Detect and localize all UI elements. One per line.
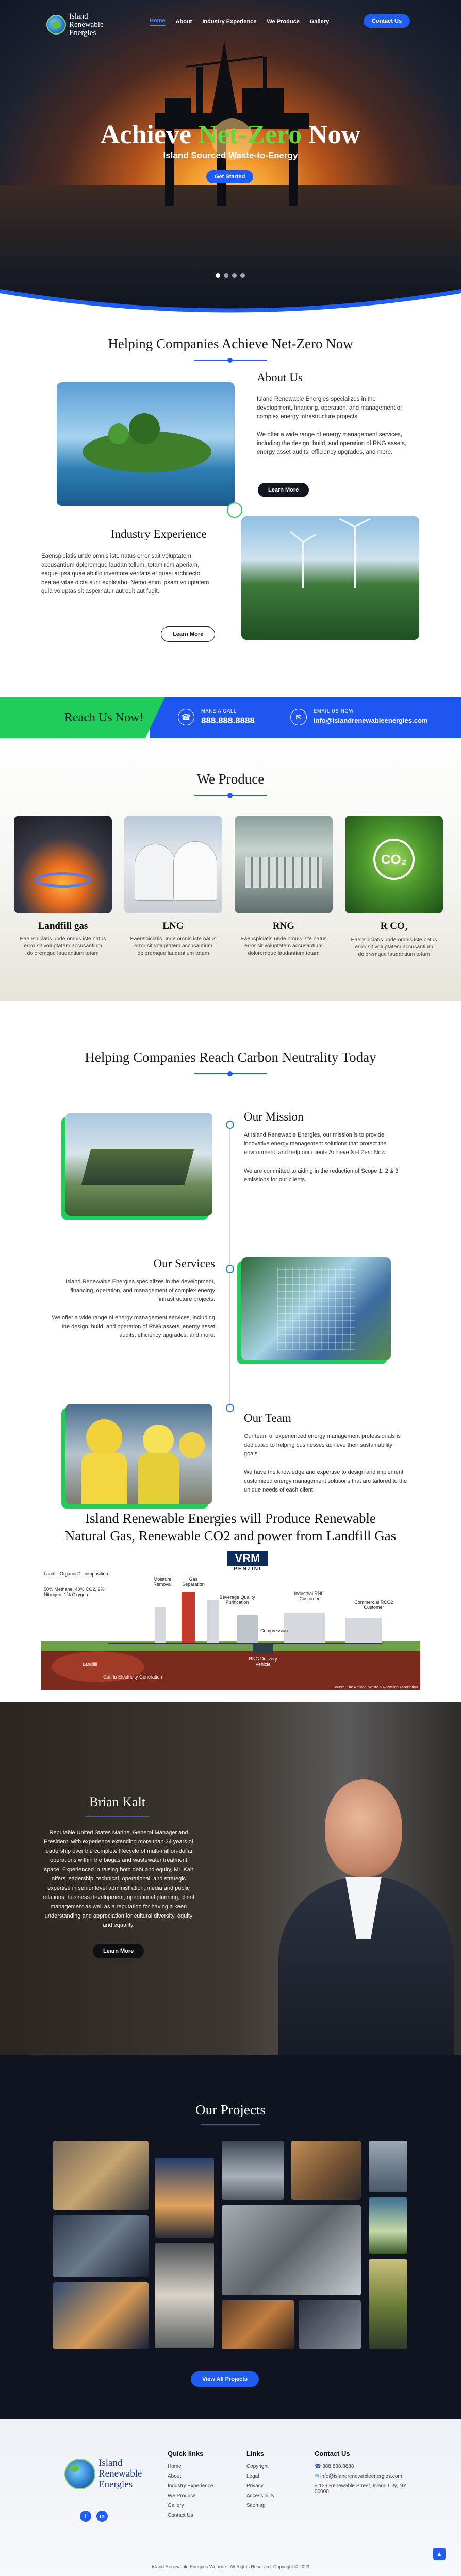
about-learn-more-button[interactable]: Learn More (258, 483, 309, 497)
project-thumb[interactable] (369, 2141, 407, 2192)
timeline-dot (226, 1404, 234, 1412)
produce-desc: Eaenspiciatis unde omnis iste natus error sit voluptatem accusantium doloremque laudantium totam (20, 936, 106, 956)
footer-link[interactable]: Privacy (246, 2483, 264, 2489)
footer-address: ⌖ 123 Renewable Street, Island City, NY 00000 (315, 2483, 407, 2495)
nav-item-gallery[interactable]: Gallery (309, 19, 330, 25)
mission-paragraph-1: At Island Renewable Energies, our mission is to provide innovative energy management solutions that protect the environment, and help our clients Achieve Net Zero Now. (244, 1132, 387, 1156)
process-diagram (41, 1551, 420, 1695)
title-underline (194, 1073, 267, 1074)
process-title (0, 1510, 461, 1545)
label-compression: Compression (260, 1628, 288, 1633)
footer-email[interactable]: ✉ info@islandrenewableenergies.com (315, 2473, 402, 2479)
mission-image (65, 1113, 212, 1216)
title-underline (85, 1816, 150, 1817)
brand-name-line2: Renewable (69, 21, 104, 29)
services-title: Our Services (153, 1257, 215, 1270)
vrm-logo-subtext: PENZINI (234, 1566, 261, 1572)
team-paragraph-1: Our team of experienced energy management professionals is dedicated to helping businesses achieve their sustainability goals. (244, 1433, 401, 1457)
wind-turbines-illustration (241, 516, 419, 640)
footer-phone[interactable]: ☎ 888.888.8888 (315, 2464, 354, 2469)
produce-name: RNG (272, 921, 295, 931)
experience-learn-more-button[interactable]: Learn More (161, 626, 215, 642)
about-image (57, 382, 235, 506)
process-title-line1: Island Renewable Energies will Produce Renewable (85, 1511, 376, 1526)
globe-leaf-icon (64, 2459, 95, 2489)
nav-links (150, 18, 329, 26)
hero-title-part1: Achieve (100, 120, 198, 149)
slider-dot[interactable] (240, 273, 245, 278)
footer-link[interactable]: We Produce (168, 2493, 196, 2499)
mission-title: Our Mission (244, 1110, 304, 1123)
team-title: Our Team (244, 1412, 291, 1425)
phone-icon: ☎ (178, 709, 194, 725)
label-moisture-removal: Moisture Removal (153, 1577, 172, 1587)
back-to-top-button[interactable]: ▲ (433, 2548, 446, 2560)
footer-link[interactable]: Industry Experience (168, 2483, 213, 2489)
site-footer (0, 2419, 461, 2576)
team-image (65, 1404, 212, 1504)
brand-name-line1: Island (98, 2458, 123, 2468)
lng-image (124, 816, 222, 913)
mission-paragraph-2: We are committed to aiding in the reduction of Scope 1, 2 & 3 emissions for our clients. (244, 1168, 399, 1183)
footer-link[interactable]: Legal (246, 2473, 259, 2479)
project-thumb[interactable] (155, 2243, 214, 2348)
project-thumb[interactable] (222, 2141, 284, 2200)
project-thumb[interactable] (53, 2141, 149, 2210)
get-started-button[interactable]: Get Started (206, 170, 253, 183)
brand-logo[interactable] (46, 12, 104, 37)
footer-link[interactable]: Copyright (246, 2464, 269, 2469)
process-title-line2: Natural Gas, Renewable CO2 and power from Landfill Gas (64, 1528, 397, 1544)
rng-image (235, 816, 333, 913)
phone-number[interactable]: 888.888.8888 (201, 716, 255, 725)
copyright-text: Island Renewable Energies Website - All Rights Reserved. Copyright © 2023 (151, 2564, 310, 2569)
produce-card-rco2[interactable] (345, 816, 443, 958)
email-icon: ✉ (290, 709, 307, 725)
project-thumb[interactable] (369, 2197, 407, 2254)
title-underline (201, 2124, 260, 2125)
hero-wave-divider (0, 281, 461, 317)
label-commercial-rco2: Commercial RCO2 Customer (354, 1600, 393, 1610)
experience-image (241, 516, 419, 640)
nav-item-industry-experience[interactable]: Industry Experience (202, 19, 257, 25)
project-thumb[interactable] (222, 2300, 294, 2349)
neutral-title: Helping Companies Reach Carbon Neutrality Today (85, 1049, 376, 1065)
project-thumb[interactable] (299, 2300, 361, 2349)
produce-card-lng[interactable] (124, 816, 222, 957)
email-address[interactable]: info@islandrenewableenergies.com (314, 717, 428, 724)
about-paragraph-2: We offer a wide range of energy management services, including the design, build, and operation of RNG assets, energy asset audits, efficiency upgrades, and more. (257, 432, 407, 455)
landfill-gas-image (14, 816, 112, 913)
brand-name-line2: Renewable (98, 2468, 142, 2479)
globe-leaf-icon (46, 15, 66, 35)
project-thumb[interactable] (53, 2215, 149, 2277)
slider-dot[interactable] (216, 273, 220, 278)
view-all-projects-button[interactable]: View All Projects (191, 2371, 259, 2387)
brian-section (0, 1702, 461, 2055)
email-icon: ✉ (315, 2473, 321, 2479)
footer-contact (315, 2450, 407, 2499)
label-gas-composition: 50% Methane, 40% CO2, 9% Nitrogen, 1% Oxygen (44, 1587, 105, 1597)
links-title: Links (246, 2450, 264, 2458)
produce-desc: Eaenspiciatis unde omnis iste natus error sit voluptatem accusantium doloremque laudantium totam (240, 936, 327, 956)
projects-title: Our Projects (195, 2102, 266, 2117)
email-label: EMAIL US NOW (314, 708, 354, 714)
connector-icon (227, 502, 242, 518)
timeline-dot (226, 1265, 234, 1273)
footer-link[interactable]: Gallery (168, 2503, 184, 2509)
vrm-logo (227, 1551, 268, 1582)
hero-section (0, 0, 461, 317)
footer-link[interactable]: Contact Us (168, 2513, 193, 2518)
slider-dots (216, 273, 245, 278)
produce-name (345, 921, 443, 933)
project-thumb[interactable] (222, 2205, 361, 2295)
nav-item-home[interactable]: Home (150, 18, 166, 26)
services-image (241, 1257, 391, 1360)
title-underline (194, 360, 267, 361)
footer-quick-links (168, 2450, 213, 2522)
brian-bio: Reputable United States Marine, General Manager and President, with experience extending more than 24 years of leadership over the complete lifecycle of multi-million-dollar operations within the biogas and wastewater treatment space. Experienced in raising both debt and equity, Mr. Kalt offers leadership, technical, operational, and strategic expertise in senior level administration, media and public relations, business development, operational planning, client management as well as a reputation for having a keen understanding and appreciation for cultural diversity, equity and equality. (42, 1829, 195, 1928)
label-landfill-decomposition: Landfill Organic Decomposition (44, 1571, 108, 1577)
nav-item-about[interactable]: About (175, 19, 192, 25)
label-industrial-rng: Industrial RNG Customer (294, 1591, 325, 1601)
label-electricity-generation: Gas to Electricity Generation (103, 1674, 162, 1680)
footer-links (246, 2450, 274, 2513)
brian-name: Brian Kalt (89, 1794, 146, 1809)
services-paragraph-1: Island Renewable Energies specializes in the development, financing, operation, and management of complex energy infrastructure projects. (65, 1279, 215, 1302)
phone-icon: ☎ (315, 2464, 323, 2469)
project-thumb[interactable] (155, 2158, 214, 2238)
facebook-icon[interactable]: f (80, 2511, 91, 2522)
projects-section (0, 2055, 461, 2419)
reach-us-heading: Reach Us Now! (64, 711, 144, 724)
hero-title-highlight: Net-Zero (197, 120, 302, 149)
footer-link[interactable]: Accessibility (246, 2493, 275, 2499)
experience-paragraph: Eaenspiciatis unde omnis iste natus error sait voluptatem accusantium doloremque laudan tellum, totam rem aperiam, eaque ipsa quae ab illo inventore veritatis et quasi architecto beatae vitae dicta sunt explicabo. Nemo enim ipsam voluptatem quia voluptas sit aspernatur aut odit aut fugit. (41, 553, 209, 595)
social-links (80, 2511, 108, 2522)
brian-learn-more-button[interactable]: Learn More (93, 1944, 144, 1958)
brand-name-line3: Energies (69, 29, 96, 37)
services-paragraph-2: We offer a wide range of energy management services, including the design, build, and operation of RNG assets, energy asset audits, efficiency upgrades, and more. (52, 1315, 215, 1338)
footer-link[interactable]: Sitemap (246, 2503, 266, 2509)
location-icon: ⌖ (315, 2483, 319, 2489)
contact-title: Contact Us (315, 2450, 350, 2458)
brand-name-line3: Energies (98, 2479, 133, 2490)
footer-link[interactable]: Home (168, 2464, 182, 2469)
label-gas-separation: Gas Separation (182, 1577, 205, 1587)
hero-subtitle: Island Sourced Waste-to-Energy (163, 150, 298, 160)
label-purification: Beverage Quality Purification (219, 1595, 255, 1605)
project-thumb[interactable] (291, 2141, 361, 2200)
vrm-logo-text: VRM (227, 1551, 268, 1566)
title-underline (194, 795, 267, 796)
produce-name: LNG (162, 921, 184, 931)
project-thumb[interactable] (369, 2259, 407, 2349)
quick-links-title: Quick links (168, 2450, 204, 2458)
team-paragraph-2: We have the knowledge and expertise to design and implement customized energy management solutions that are tailored to the unique needs of each client. (244, 1469, 407, 1493)
timeline-dot (226, 1121, 234, 1129)
nav-item-we-produce[interactable]: We Produce (267, 19, 300, 25)
label-rng-delivery: RNG Delivery Vehicle (249, 1656, 277, 1667)
top-navigation (0, 12, 461, 43)
rco2-image: CO₂ (345, 816, 443, 913)
intro-title: Helping Companies Achieve Net-Zero Now (108, 336, 353, 351)
produce-desc: Eaenspiciatis unde omnis iste natus error sit voluptatem accusantium doloremque laudantium totam (351, 936, 437, 957)
produce-desc: Eaenspiciatis unde omnis iste natus error sit voluptatem accusantium doloremque laudantium totam (130, 936, 217, 956)
produce-name: Landfill gas (38, 921, 88, 931)
about-title: About Us (257, 371, 303, 384)
produce-title: We Produce (196, 771, 265, 787)
brian-portrait (278, 1748, 454, 2055)
produce-name-text: R CO (380, 921, 405, 931)
brand-name-line1: Island (69, 12, 88, 21)
experience-title: Industry Experience (111, 528, 207, 540)
contact-us-button[interactable]: Contact Us (364, 14, 410, 28)
contact-strip (0, 697, 461, 738)
call-label: MAKE A CALL (201, 708, 237, 714)
produce-card-landfill[interactable] (14, 816, 112, 957)
hero-title-part3: Now (302, 120, 361, 149)
produce-card-rng[interactable] (235, 816, 333, 957)
footer-logo[interactable] (64, 2458, 142, 2490)
project-thumb[interactable] (53, 2282, 149, 2349)
linkedin-icon[interactable]: in (96, 2511, 108, 2522)
label-landfill: Landfill (83, 1662, 97, 1667)
footer-link[interactable]: About (168, 2473, 182, 2479)
slider-dot[interactable] (224, 273, 228, 278)
diagram-source: Source: The National Waste & Recycling Association (333, 1686, 418, 1689)
hero-title (0, 120, 461, 150)
slider-dot[interactable] (232, 273, 237, 278)
produce-name-subscript: 2 (404, 926, 408, 933)
about-paragraph-1: Island Renewable Energies specializes in the development, financing, operation, and management of complex energy infrastructure projects. (257, 396, 402, 420)
